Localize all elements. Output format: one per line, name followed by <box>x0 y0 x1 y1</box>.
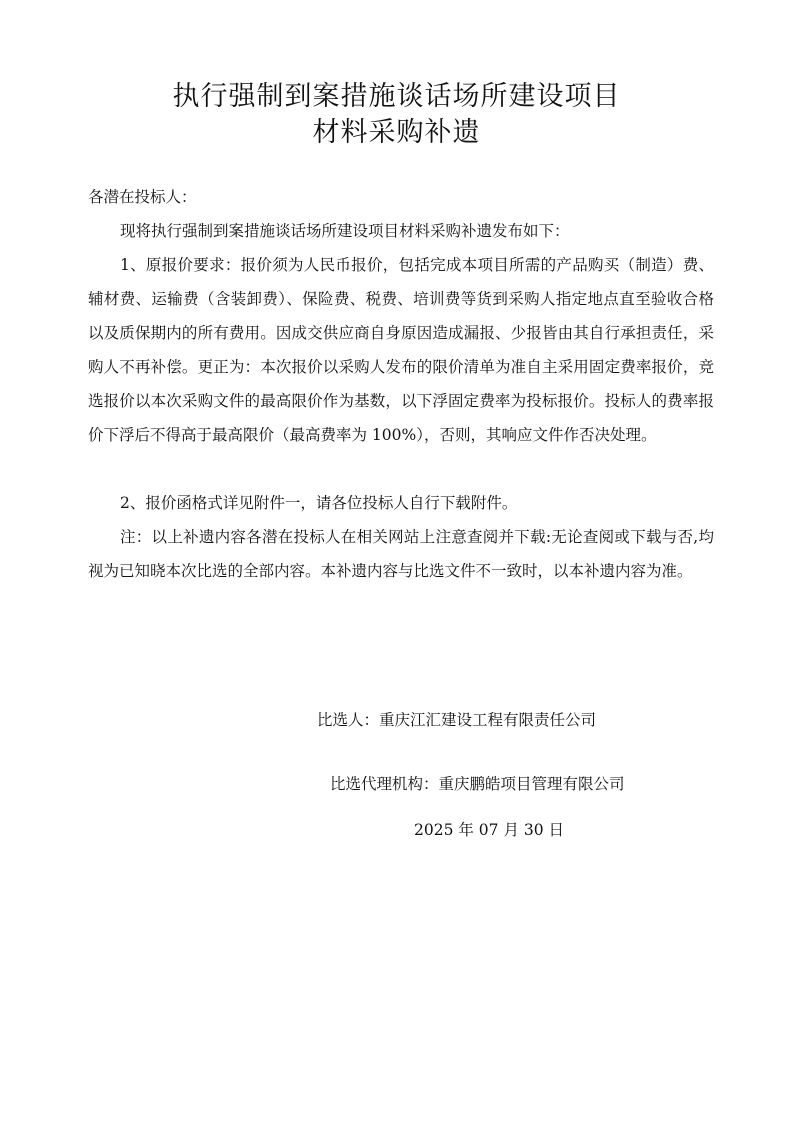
note-paragraph: 注：以上补遗内容各潜在投标人在相关网站上注意查阅并下载:无论查阅或下载与否,均视为已知晓本次比选的全部内容。本补遗内容与比选文件不一致时，以本补遗内容为准。 <box>88 528 714 580</box>
quote-format-paragraph: 2、报价函格式详见附件一，请各位投标人自行下载附件。 <box>120 494 518 512</box>
agent-signature: 比选代理机构：重庆鹏皓项目管理有限公司 <box>330 775 625 793</box>
intro-paragraph: 现将执行强制到案措施谈话场所建设项目材料采购补遗发布如下： <box>120 222 570 240</box>
salutation: 各潜在投标人： <box>88 188 197 206</box>
buyer-signature: 比选人：重庆江汇建设工程有限责任公司 <box>317 711 597 729</box>
quote-requirement-paragraph: 1、原报价要求：报价须为人民币报价，包括完成本项目所需的产品购买（制造）费、辅材费、运输费（含装卸费）、保险费、税费、培训费等货到采购人指定地点直至验收合格以及质保期内的所有费用。因成交供应商自身原因造成漏报、少报皆由其自行承担责任，采购人不再补偿。更正为：本次报价以采购人发布的限价清单为准自主采用固定费率报价，竞选报价以本次采购文件的最高限价作为基数，以下浮固定费率为投标报价。投标人的费率报价下浮后不得高于最高限价（最高费率为 100%），否则，其响应文件作否决处理。 <box>88 256 714 444</box>
document-title-line2: 材料采购补遗 <box>312 117 481 148</box>
document-date: 2025 年 07 月 30 日 <box>414 821 565 839</box>
document-title-line1: 执行强制到案措施谈话场所建设项目 <box>172 81 621 112</box>
